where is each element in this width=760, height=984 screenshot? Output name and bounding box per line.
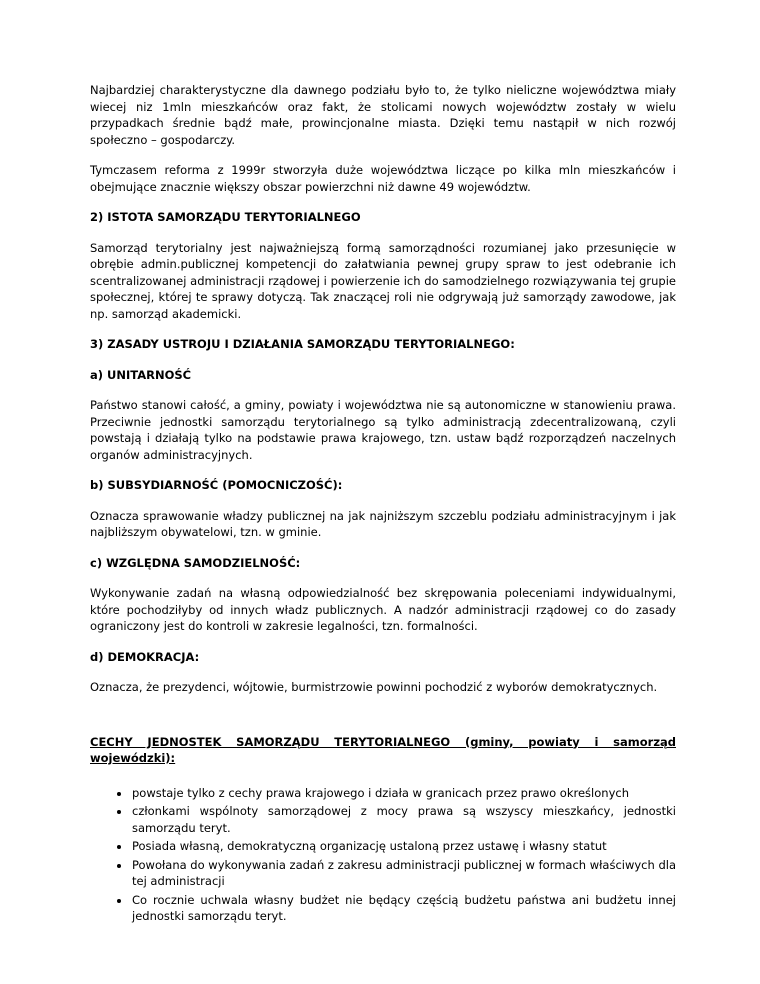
bullet-item-prawo-krajowe: • powstaje tylko z cechy prawa krajowego i działa w granicach przez prawo określonych bbox=[131, 785, 676, 802]
paragraph-demokracja-body: Oznacza, że prezydenci, wójtowie, burmistrzowie powinni pochodzić z wyborów demokratycznych. bbox=[90, 680, 658, 694]
heading-zasady-ustroju: 3) ZASADY USTROJU I DZIAŁANIA SAMORZĄDU TERYTORIALNEGO: bbox=[90, 337, 515, 351]
bullet-item-czlonkowie-wspolnoty: • członkami wspólnoty samorządowej z mocy prawa są wszyscy mieszkańcy, jednostki samorządu teryt. bbox=[131, 803, 676, 836]
paragraph-wzgledna-body: Wykonywanie zadań na własną odpowiedzialność bez skrępowania poleceniami indywidualnymi, które pochodziłyby od innych władz publicznych. A nadzór administracji rządowej co do zasady ograniczony jest do kontroli w zakresie legalności, tzn. formalności. bbox=[90, 586, 676, 633]
bullet-item-zadania-administracji: • Powołana do wykonywania zadań z zakresu administracji publicznej w formach właściwych dla tej administracji bbox=[131, 857, 676, 890]
heading-demokracja: d) DEMOKRACJA: bbox=[90, 649, 200, 664]
features-bullet-list bbox=[90, 785, 676, 925]
paragraph-unitarnosc-body: Państwo stanowi całość, a gminy, powiaty i województwa nie są autonomiczne w stanowieniu prawa. Przeciwnie jednostki samorządu terytorialnego są tylko administracją zdecentralizowaną, czyli powstają i działają tylko na podstawie prawa krajowego, tzn. ustaw bądź rozporządzeń naczelnych organów administracyjnych. bbox=[90, 398, 676, 462]
paragraph-reform-1999: Tymczasem reforma z 1999r stworzyła duże województwa liczące po kilka mln mieszkańców i obejmujące znacznie większy obszar powierzchni niż dawne 49 województw. bbox=[90, 163, 676, 194]
bullet-item-organizacja-statut: • Posiada własną, demokratyczną organizację ustaloną przez ustawę i własny statut bbox=[131, 838, 676, 855]
bullet-item-wlasny-budzet: • Co rocznie uchwala własny budżet nie będący częścią budżetu państwa ani budżetu innej jednostki samorządu teryt. bbox=[131, 892, 676, 925]
paragraph-istota-body: Samorząd terytorialny jest najważniejszą formą samorządności rozumianej jako przesunięcie w obrębie admin.publicznej kompetencji do załatwiania pewnej grupy spraw to jest odebranie ich scentralizowanej administracji rządowej i powierzenie ich do samodzielnego rozwiązywania tej grupie społecznej, której te sprawy dotyczą. Tak znaczącej roli nie odgrywają już samorządy zawodowe, jak np. samorząd akademicki. bbox=[90, 240, 676, 321]
heading-cechy-jednostek: CECHY JEDNOSTEK SAMORZĄDU TERYTORIALNEGO (gminy, powiaty i samorząd wojewódzki): bbox=[90, 734, 676, 765]
heading-subsydiarnosc: b) SUBSYDIARNOŚĆ (POMOCNICZOŚĆ): bbox=[90, 478, 343, 492]
heading-istota-samorzadu: 2) ISTOTA SAMORZĄDU TERYTORIALNEGO bbox=[90, 210, 361, 224]
heading-unitarnosc: a) UNITARNOŚĆ bbox=[90, 367, 192, 382]
heading-wzgledna-samodzielnosc: c) WZGLĘDNA SAMODZIELNOŚĆ: bbox=[90, 555, 301, 570]
paragraph-former-division: Najbardziej charakterystyczne dla dawnego podziału było to, że tylko nieliczne województwa miały wiecej niz 1mln mieszkańców oraz fakt, że stolicami nowych województw zostały w wielu przypadkach średnie bądź małe, prowincjonalne miasta. Dzięki temu nastąpił w nich rozwój społeczno – gospodarczy. bbox=[90, 83, 676, 147]
paragraph-subsydiarnosc-body: Oznacza sprawowanie władzy publicznej na jak najniższym szczeblu podziału administracyjnym i jak najbliższym obywatelowi, tzn. w gminie. bbox=[90, 508, 676, 539]
